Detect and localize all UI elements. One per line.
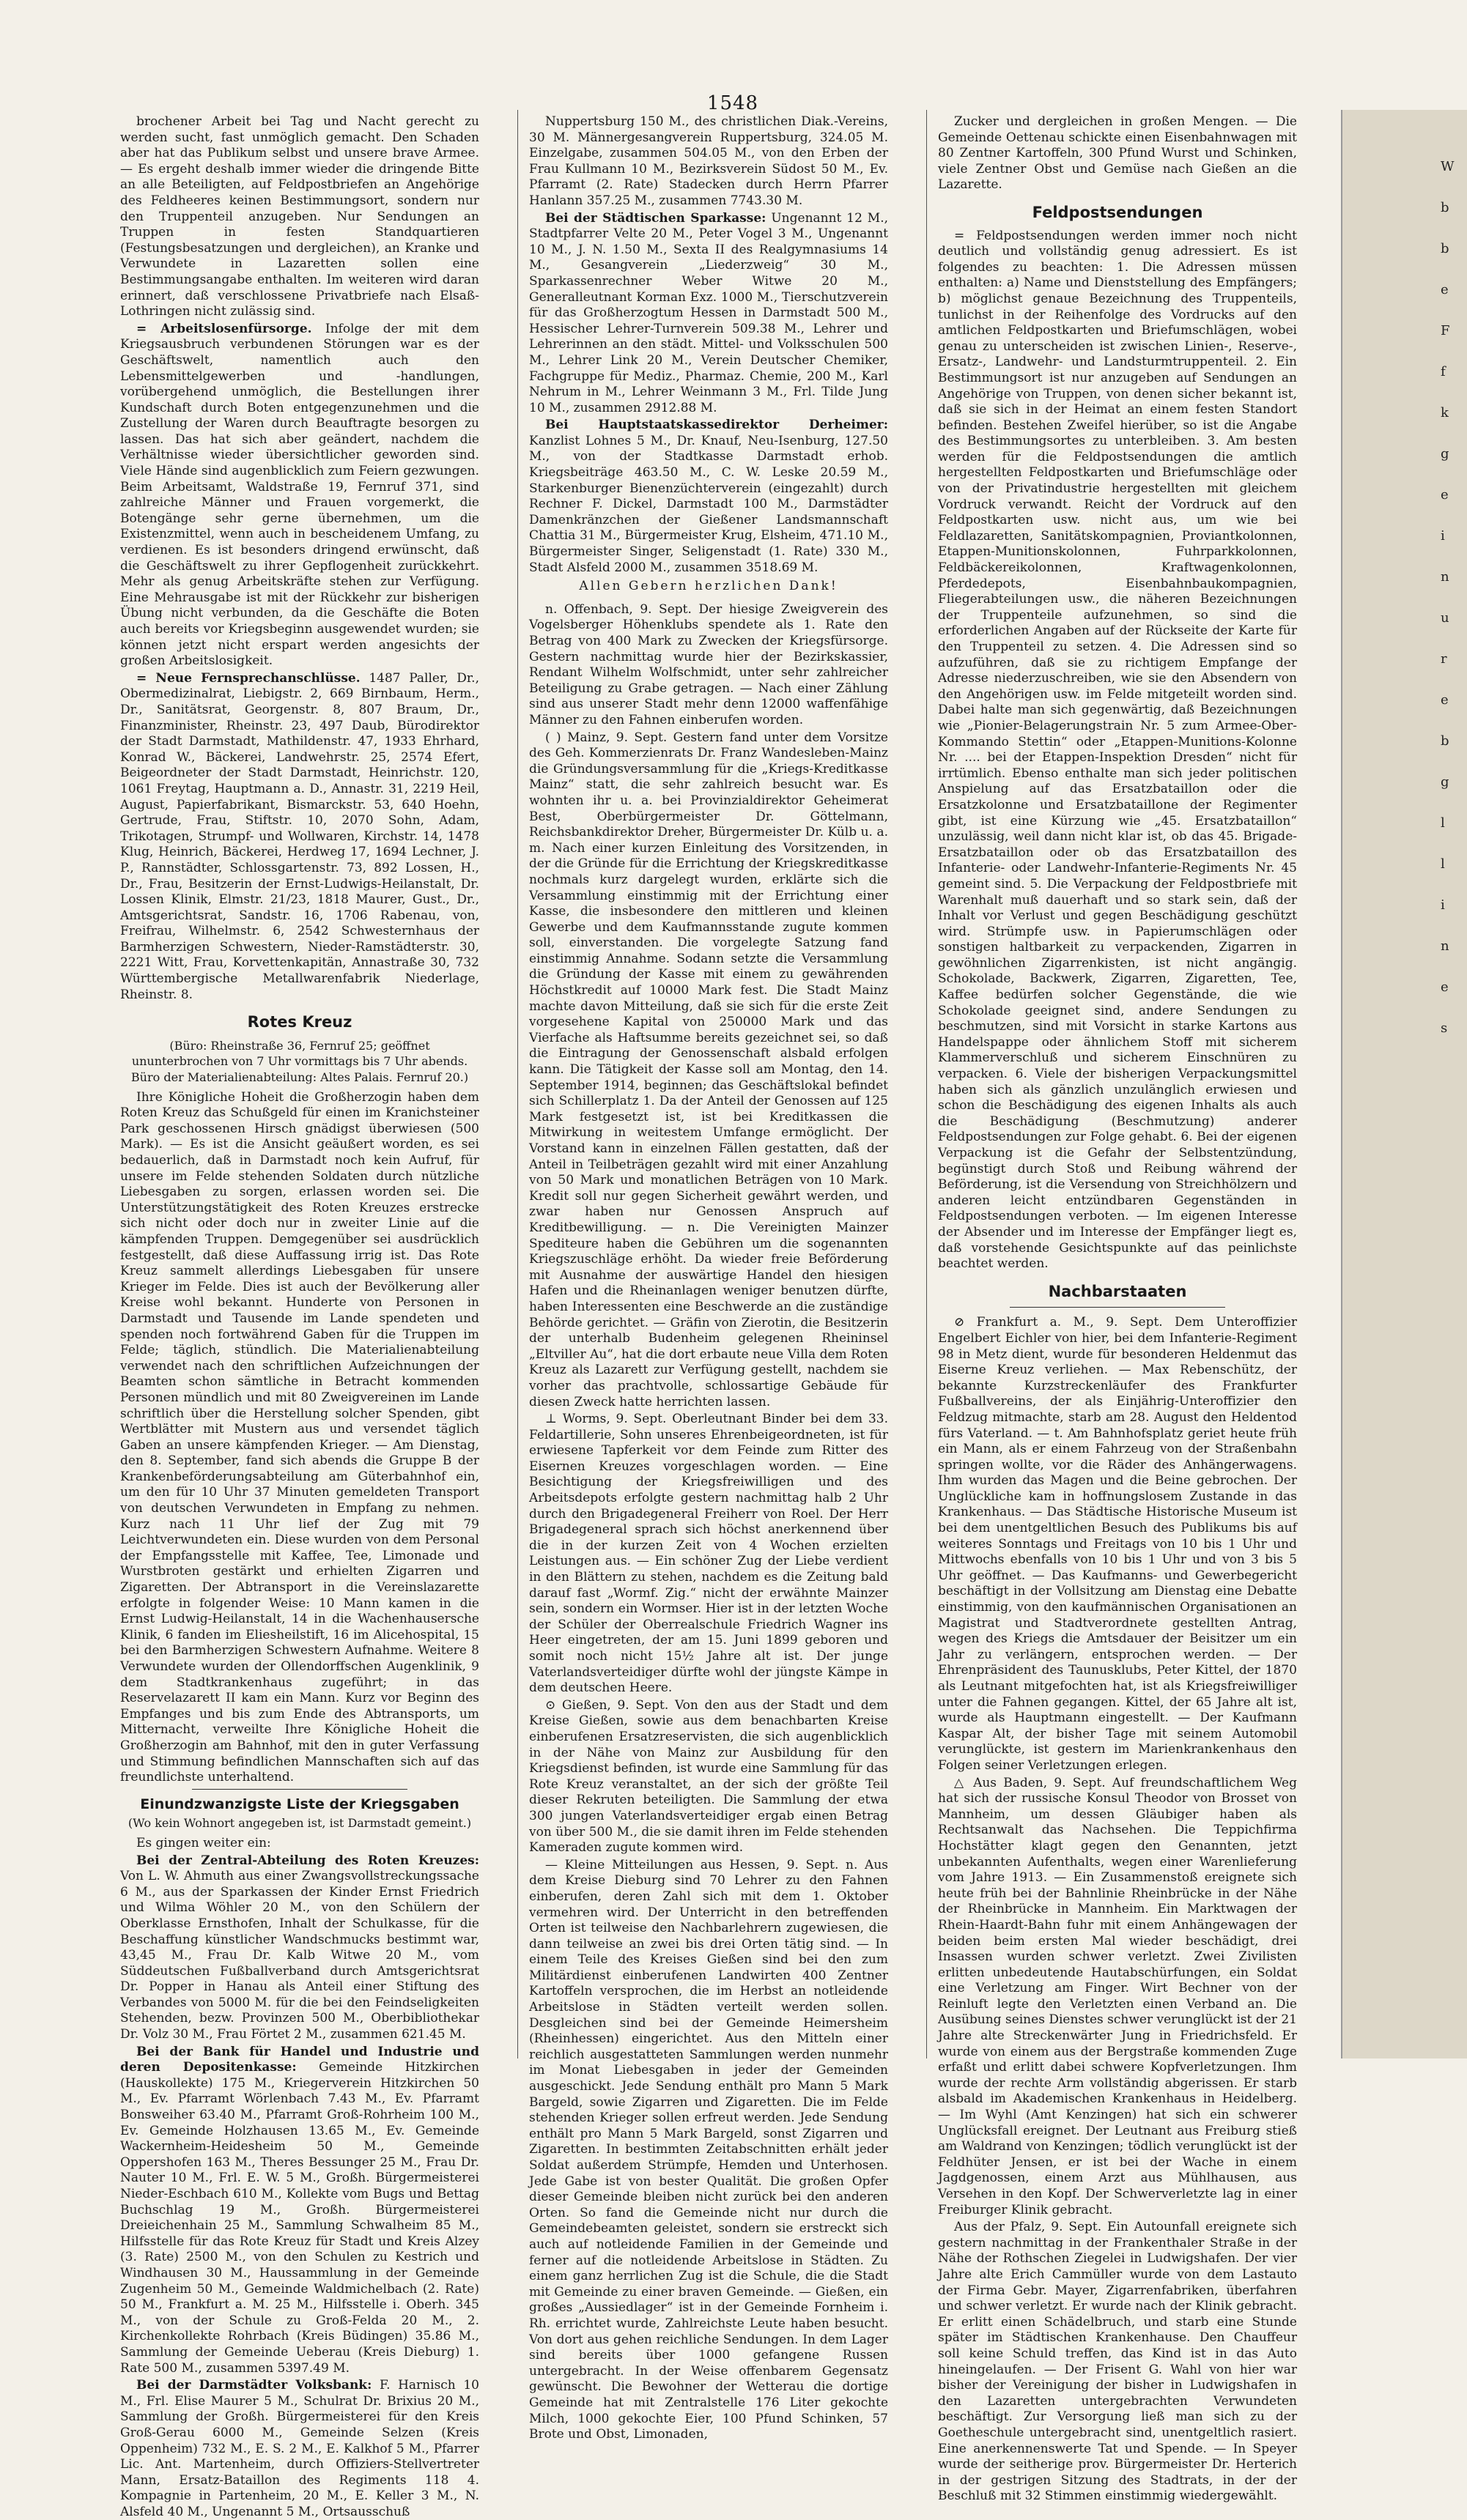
margin-char: g	[1441, 774, 1449, 790]
article-continuation: Zucker und dergleichen in großen Mengen. — Die Gemeinde Oettenau schickte einen Eisenbahnwagen mit 80 Zentner Kartoffeln, 300 Pfund Wurst und Schinken, viele Zentner Obst und Gemüse nach Gießen an die Lazarette.	[938, 114, 1297, 193]
margin-char: b	[1441, 733, 1449, 749]
thanks-line: Allen Gebern herzlichen Dank!	[579, 579, 838, 594]
kriegsgaben-intro: Es gingen weiter ein:	[136, 1835, 271, 1850]
donation-volksbank: Bei der Darmstädter Volksbank: F. Harnisch 10 M., Frl. Elise Maurer 5 M., Schulrat Dr. Brixius 20 M., Sammlung der Großh. Bürgermeisterei für den Kreis Groß-Gerau 6000 M., Gemeinde Selzen (Kreis Oppenheim) 732 M., E. S. 2 M., E. Kalkhof 5 M., Pfarrer Lic. Ant. Martenheim, durch Offiziers-Stellvertreter Mann, Ersatz-Bataillon des Regiments 118 4. Kompagnie in Partenheim, 20 M., E. Keller 3 M., N. Alsfeld 40 M., Ungenannt 5 M., Ortsausschuß	[120, 2378, 479, 2519]
article-paragraph: brochener Arbeit bei Tag und Nacht gerecht zu werden sucht, fast unmöglich gemacht. Den Schaden aber hat das Publikum selbst und unsere brave Armee. — Es ergeht deshalb immer wieder die dringende Bitte an alle Beteiligten, auf Feldpostbriefen an Angehörige des Feldheeres keinen Bestimmungsort, sondern nur den Truppenteil anzugeben. Nur Sendungen an Truppen in festen Standquartieren (Festungsbesatzungen und dergleichen), an Kranke und Verwundete in Lazaretten sollen eine Bestimmungsangabe enthalten. Im weiteren wird daran erinnert, daß verschlossene Privatbriefe nach Elsaß-Lothringen nicht zulässig sind.	[120, 114, 479, 319]
article-feldpost: = Feldpostsendungen werden immer noch nicht deutlich und vollständig genug adressiert. Es ist folgendes zu beachten: 1. Die Adressen müssen enthalten: a) Name und Dienststellung des Empfängers; b) möglichst genaue Bezeichnung des Truppenteils, tunlichst in der Reihenfolge des Vordrucks auf den amtlichen Feldpostkarten und Briefumschlägen, wobei genau zu unterscheiden ist zwischen Linien-, Reserve-, Ersatz-, Landwehr- und Landsturmtruppenteil. 2. Ein Bestimmungsort ist nur anzugeben auf Sendungen an Angehörige von Truppen, von denen sicher bekannt ist, daß sie sich in der Heimat an einem festen Standort befinden. Bestehen Zweifel hierüber, so ist die Angabe des Bestimmungsortes zu unterbleiben. 3. Am besten werden für die Feldpostsendungen die amtlich hergestellten Feldpostkarten und Briefumschläge oder von der Privatindustrie hergestellten mit gleichem Vordruck verwandt. Reicht der Vordruck auf den Feldpostkarten usw. nicht aus, um wie bei Feldlazaretten, Sanitätskompagnien, Proviantkolonnen, Etappen-Munitionskolonnen, Fuhrparkkolonnen, Feldbäckereikolonnen, Kraftwagenkolonnen, Pferdedepots, Eisenbahnbaukompagnien, Fliegerabteilungen usw., die näheren Bezeichnungen der Truppenteile aufzunehmen, so sind die erforderlichen Angaben auf der Rückseite der Karte für den Truppenteil zu setzen. 4. Die Adressen sind so aufzuführen, daß sie zu richtigem Empfange der Adresse niederzuschreiben, wie sie den Absendern von den Angehörigen usw. im Felde mitgeteilt worden sind. Dabei halte man sich gegenwärtig, daß Bezeichnungen wie „Pionier-Belagerungstrain Nr. 5 zum Armee-Ober-Kommando Stettin“ oder „Etappen-Munitions-Kolonne Nr. .... bei der Etappen-Inspektion Dresden“ nicht für irrtümlich. Ebenso enthalte man sich jeder politischen Anspielung auf das Ersatzbataillon oder die Ersatzkolonne und Ersatzbataillone der Regimenter gibt, ist eine Kürzung wie „45. Ersatzbataillon“ unzulässig, weil dann nicht klar ist, ob das 45. Brigade-Ersatzbataillon oder ob das Ersatzbataillon des Infanterie- oder Landwehr-Infanterie-Regiments Nr. 45 gemeint sind. 5. Die Verpackung der Feldpostbriefe mit Warenhalt muß dauerhaft und so stark sein, daß der Inhalt vor Verlust und gegen Beschädigung geschützt wird. Strümpfe usw. in Papierumschlägen oder sonstigen haltbarkeit zu verpackenden, Zigarren in gewöhnlichen Zigarrenkisten, ist nicht angängig. Schokolade, Backwerk, Zigarren, Zigaretten, Tee, Kaffee bedürfen solcher Gegenstände, die wie Schokolade geeignet sind, andere Sendungen zu beschmutzen, sind mit Vorsicht in starke Kartons aus Handelspappe oder ähnlichem Stoff mit sicherem Klammerverschluß und sicherem Einschnüren zu verpacken. 6. Viele der bisherigen Verpackungsmittel haben sich als gänzlich unzulänglich erwiesen und schon die Beschädigung des eigenen Inhalts als auch die Beschädigung (Beschmutzung) anderer Feldpostsendungen zur Folge gehabt. 6. Bei der eigenen Verpackung ist die Gefahr der Selbstentzündung, begünstigt durch Stoß und Reibung während der Beförderung, ist die Versendung von Streichhölzern und anderen leicht entzündbaren Gegenständen in Feldpostsendungen verboten. — Im eigenen Interesse der Absender und im Interesse der Empfänger liegt es, daß vorstehende Gesichtspunkte auf das peinlichste beachtet werden.	[938, 228, 1297, 1272]
article-fernsprechanschluesse: = Neue Fernsprechanschlüsse. 1487 Paller, Dr., Obermedizinalrat, Liebigstr. 2, 669 Birnbaum, Herm., Dr., Sanitätsrat, Georgenstr. 8, 807 Braum, Dr., Finanzminister, Rheinstr. 23, 497 Daub, Bürodirektor der Stadt Darmstadt, Mathildenstr. 47, 1933 Ehrhard, Konrad W., Bäckerei, Landwehrstr. 25, 2574 Efert, Beigeordneter der Stadt Darmstadt, Heinrichstr. 120, 1061 Freytag, Hauptmann a. D., Annastr. 31, 2219 Heil, August, Papierfabrikant, Bismarckstr. 53, 640 Hoehn, Gertrude, Frau, Stiftstr. 10, 2070 Sohn, Adam, Trikotagen, Strumpf- und Wollwaren, Kirchstr. 14, 1478 Klug, Heinrich, Bäckerei, Herdweg 17, 1694 Lechner, J. P., Rannstädter, Schlossgartenstr. 73, 892 Lossen, H., Dr., Frau, Besitzerin der Ernst-Ludwigs-Heilanstalt, Dr. Lossen Klinik, Elmstr. 21/23, 1818 Maurer, Gust., Dr., Amtsgerichtsrat, Sandstr. 16, 1706 Rabenau, von, Freifrau, Wilhelmstr. 6, 2542 Schwesternhaus der Barmherzigen Schwestern, Nieder-Ramstädterstr. 30, 2221 Witt, Frau, Korvettenkapitän, Annastraße 30, 732 Württembergische Metallwarenfabrik Niederlage, Rheinstr. 8.	[120, 670, 479, 1002]
section-heading-nachbarstaaten: Nachbarstaaten	[1048, 1282, 1187, 1300]
margin-char: n	[1441, 938, 1449, 954]
page-number: 1548	[706, 92, 759, 114]
margin-char: k	[1441, 405, 1449, 420]
kriegsgaben-note: (Wo kein Wohnort angegeben ist, ist Darmstadt gemeint.)	[128, 1816, 472, 1831]
margin-char: l	[1441, 856, 1445, 872]
margin-char: i	[1441, 528, 1445, 544]
rotes-kreuz-office-note: (Büro: Rheinstraße 36, Fernruf 25; geöffnet ununterbrochen von 7 Uhr vormittags bis 7 Uhr abends. Büro der Materialienabteilung: Altes Palais. Fernruf 20.)	[130, 1038, 469, 1085]
article-frankfurt: ⊘ Frankfurt a. M., 9. Sept. Dem Unteroffizier Engelbert Eichler von hier, bei dem Infanterie-Regiment 98 in Metz dient, wurde für besonderen Heldenmut das Eiserne Kreuz verliehen. — Max Rebenschütz, der bekannte Kurzstreckenläufer des Frankfurter Fußballvereins, der als Einjährig-Unteroffizier den Feldzug mitmachte, starb am 28. August den Heldentod fürs Vaterland. — t. Am Bahnhofsplatz geriet heute früh ein Mann, als er einem Fahrzeug von der Straßenbahn springen wollte, vor die Räder des Anhängerwagens. Ihm wurden das Magen und die Beine gebrochen. Der Unglückliche kam in hoffnungslosem Zustande in das Krankenhaus. — Das Städtische Historische Museum ist bei dem unentgeltlichen Besuch des Publikums bis auf weiteres Sonntags und Freitags von 10 bis 1 Uhr und Mittwochs ebenfalls von 10 bis 1 Uhr und von 3 bis 5 Uhr geöffnet. — Das Kaufmanns- und Gewerbegericht beschäftigt in der Vollsitzung am Dienstag eine Debatte einstimmig, von den kaufmännischen Organisationen an Magistrat und Stadtverordnete gestellten Antrag, wegen des Kriegs die Amtsdauer der Beisitzer um ein Jahr zu verlängern, entsprochen werden. — Der Ehrenpräsident des Taunusklubs, Peter Kittel, der 1870 als Leutnant mitgefochten hat, ist als Kriegsfreiwilliger unter die Fahnen gegangen. Kittel, der 65 Jahre alt ist, wurde als Hauptmann eingestellt. — Der Kaufmann Kaspar Alt, der bisher Tage mit seinem Automobil verunglückte, ist gestern im Marienkrankenhaus den Folgen seiner Verletzungen erlegen.	[938, 1315, 1297, 1773]
article-mainz: ( ) Mainz, 9. Sept. Gestern fand unter dem Vorsitze des Geh. Kommerzienrats Dr. Franz Wandesleben-Mainz die Gründungsversammlung für die „Kriegs-Kreditkasse Mainz“ statt, die sehr zahlreich besucht war. Es wohnten ihr u. a. bei Provinzialdirektor Geheimerat Best, Oberbürgermeister Dr. Göttelmann, Reichsbankdirektor Dreher, Bürgermeister Dr. Külb u. a. m. Nach einer kurzen Einleitung des Vorsitzenden, in der die Gründe für die Errichtung der Kriegskreditkasse nochmals kurz dargelegt wurden, erklärte sich die Versammlung einstimmig mit der Errichtung einer Kasse, die insbesondere den mittleren und kleinen Gewerbe und dem Kaufmannsstande zugute kommen soll, einverstanden. Die vorgelegte Satzung fand einstimmig Annahme. Sodann setzte die Versammlung die Gründung der Kasse mit einem zu gewährenden Höchstkredit auf 10000 Mark fest. Die Stadt Mainz machte davon Mitteilung, daß sie sich für die erste Zeit vorgesehene Kapital von 250000 Mark und das Vierfache als Haftsumme bereits gezeichnet sei, so daß die Eintragung der Genossenschaft alsbald erfolgen kann. Die Tätigkeit der Kasse soll am Montag, den 14. September 1914, beginnen; das Geschäftslokal befindet sich Schillerplatz 1. Da der Anteil der Genossen auf 125 Mark festgesetzt ist, ist bei Kreditkassen die Mitwirkung in weitestem Umfange ermöglicht. Der Vorstand kann in einzelnen Fällen gestatten, daß der Anteil in Teilbeträgen gezahlt wird mit einer Anzahlung von 50 Mark und monatlichen Beträgen von 10 Mark. Kredit soll nur gegen Sicherheit gewährt werden, und zwar haben nur Genossen Anspruch auf Kreditbewilligung. — n. Die Vereinigten Mainzer Spediteure haben die Gebühren um die sogenannten Kriegszuschläge erhöht. Da wieder freie Beförderung mit Ausnahme der auswärtige Handel den hiesigen Hafen und die Rheinanlagen weniger benutzen dürfte, haben Interessenten eine Beschwerde an die zuständige Behörde gerichtet. — Gräfin von Zierotin, die Besitzerin der unterhalb Budenheim gelegenen Rheininsel „Eltviller Au“, hat die dort erbaute neue Villa dem Roten Kreuz als Lazarett zur Verfügung gestellt, nachdem sie vorher das prachtvolle, schlossartige Gebäude für diesen Zweck hatte herrichten lassen.	[529, 730, 888, 1409]
margin-char: e	[1441, 692, 1449, 708]
article-pfalz: Aus der Pfalz, 9. Sept. Ein Autounfall ereignete sich gestern nachmittag in der Frankenthaler Straße in der Nähe der Rothschen Ziegelei in Ludwigshafen. Der vier Jahre alte Erich Cammüller wurde von dem Lastauto der Firma Gebr. Mayer, Zigarrenfabriken, überfahren und schwer verletzt. Er wurde nach der Klinik gebracht. Er erlitt einen Schädelbruch, und starb eine Stunde später im Städtischen Krankenhause. Den Chauffeur soll keine Schuld treffen, das Kind ist in das Auto hineingelaufen. — Der Frisent G. Wahl von hier war bisher der Vereinigung der bisher in Ludwigshafen in den Lazaretten untergebrachten Verwundeten beschäftigt. Zur Versorgung ließ man sich zu der Goetheschule untergebracht sind, unentgeltlich rasiert. Eine anerkennenswerte Tat und Spende. — In Speyer wurde der seitherige prov. Bürgermeister Dr. Herterich in der gestrigen Sitzung des Stadtrats, in der der Beschluß mit 32 Stimmen einstimmig wiedergewählt.	[938, 2220, 1297, 2504]
column-1	[120, 114, 480, 2519]
margin-char: u	[1441, 610, 1449, 626]
margin-char: i	[1441, 897, 1445, 913]
column-rule-right	[926, 110, 927, 2058]
separator-rule	[1010, 1307, 1225, 1308]
margin-char: f	[1441, 364, 1446, 379]
column-rule-left	[517, 110, 518, 2058]
donation-continuation: Nuppertsburg 150 M., des christlichen Diak.-Vereins, 30 M. Männergesangverein Ruppertsburg, 324.05 M. Einzelgabe, zusammen 504.05 M., von den Erben der Frau Kullmann 10 M., Bezirksverein Südost 50 M., Ev. Pfarramt (2. Rate) Stadecken durch Herrn Pfarrer Hanlann 357.25 M., zusammen 7743.30 M.	[529, 114, 888, 208]
donation-hauptstaatskasse: Bei Hauptstaatskassedirektor Derheimer: Kanzlist Lohnes 5 M., Dr. Knauf, Neu-Isenburg, 127.50 M., von der Stadtkasse Darmstadt erhob. Kriegsbeiträge 463.50 M., C. W. Leske 20.59 M., Starkenburger Bienenzüchterverein (eingezahlt) durch Rechner F. Dickel, Darmstadt 100 M., Darmstädter Damenkränzchen der Gießener Landsmannschaft Chattia 31 M., Bürgermeister Krug, Elsheim, 471.10 M., Bürgermeister Singer, Seligenstadt (1. Rate) 330 M., Stadt Alsfeld 2000 M., zusammen 3518.69 M.	[529, 418, 888, 575]
article-kleine-mitteilungen: — Kleine Mitteilungen aus Hessen, 9. Sept. n. Aus dem Kreise Dieburg sind 70 Lehrer zu den Fahnen einberufen, deren Zahl sich mit dem 1. Oktober vermehren wird. Der Unterricht in den betreffenden Orten ist teilweise den Nachbarlehrern zugewiesen, die dann teilweise an zwei bis drei Orten tätig sind. — In einem Teile des Kreises Gießen sind bei den zum Militärdienst einberufenen Landwirten 400 Zentner Kartoffeln versprochen, die im Herbst an notleidende Arbeitslose in Städten verteilt werden sollen. Desgleichen sind bei der Gemeinde Heimersheim (Rheinhessen) eingerichtet. Aus den Mitteln einer reichlich ausgestatteten Sammlungen werden nunmehr im Monat Liebesgaben in jeder der Gemeinden ausgeschickt. Jede Sendung enthält pro Mann 5 Mark Bargeld, sowie Zigarren und Zigaretten. Die im Felde stehenden Krieger sollen erfreut werden. Jede Sendung enthält pro Mann 5 Mark Bargeld, sonst Zigarren und Zigaretten. In bestimmten Zeitabschnitten erhält jeder Soldat außerdem Strümpfe, Hemden und Unterhosen. Jede Gabe ist von bester Qualität. Die großen Opfer dieser Gemeinde bleiben nicht zurück bei den anderen Orten. So fand die Gemeinde nicht nur durch die Gemeindebeamten geleistet, sondern sie erstreckt sich auch auf notleidende Familien in der Gemeinde und ferner auf die notleidende Arbeitslose in Städten. Zu einem ganz herrlichen Zug ist die Schule, die die Stadt mit Gemeinde zu einer braven Gemeinde. — Gießen, ein großes „Aussiedlager“ ist in der Gemeinde Fornheim i. Rh. errichtet wurde, Zahlreichste Leute haben besucht. Von dort aus gehen reichliche Sendungen. In dem Lager sind bereits über 1000 gefangene Russen untergebracht. In der Weise offenbarem Gegensatz gewünscht. Die Bewohner der Wetterau die dortige Gemeinde hat mit Zentralstelle 176 Liter gekochte Milch, 1000 gekochte Eier, 100 Pfund Schinken, 57 Brote und Obst, Limonaden,	[529, 1857, 888, 2442]
margin-char: b	[1441, 200, 1449, 215]
adjacent-page-fragments	[1441, 147, 1463, 1049]
article-offenbach: n. Offenbach, 9. Sept. Der hiesige Zweigverein des Vogelsberger Höhenklubs spendete als 1. Rate den Betrag von 400 Mark zu Zwecken der Kriegsfürsorge. Gestern nachmittag wurde hier der Bezirkskassier, Rendant Wilhelm Wolfschmidt, unter sehr zahlreicher Beteiligung zu Grabe getragen. — Nach einer Zählung sind aus unserer Stadt mehr denn 12000 waffenfähige Männer zu den Fahnen einberufen worden.	[529, 601, 888, 727]
margin-char: W	[1441, 159, 1455, 174]
section-heading-kriegsgaben: Einundzwanzigste Liste der Kriegsgaben	[140, 1796, 459, 1812]
article-baden: △ Aus Baden, 9. Sept. Auf freundschaftlichem Weg hat sich der russische Konsul Theodor von Brosset von Mannheim, um dessen Gläubiger haben als Rechtsanwalt das Nachsehen. Die Teppichfirma Hochstätter klagt gegen den Genannten, jetzt unbekannten Aufenthalts, wegen einer Warenlieferung vom Jahre 1913. — Ein Zusammenstoß ereignete sich heute früh bei der Bahnlinie Rheinbrücke in der Nähe der Rheinbrücke in Mannheim. Ein Marktwagen der Rhein-Haardt-Bahn fuhr mit einem Anhängewagen der beiden beim ersten Mal wieder beschädigt, drei Insassen wurden schwer verletzt. Zwei Zivilisten erlitten unbedeutende Hautabschürfungen, ein Soldat eine Verletzung am Finger. Wirt Bechner von der Reinluft legte den Verletzten einen Verband an. Die Ausübung seines Dienstes schwer verunglückt ist der 21 Jahre alte Streckenwärter Jung in Friedrichsfeld. Er wurde von einem aus der Bergstraße kommenden Zuge erfaßt und erlitt dabei schwere Kopfverletzungen. Ihm wurde der rechte Arm vollständig abgerissen. Er starb alsbald im Akademischen Krankenhaus in Heidelberg. — Im Wyhl (Amt Kenzingen) hat sich ein schwerer Unglücksfall ereignet. Der Leutnant aus Freiburg stieß am Waldrand von Kenzingen; tödlich verunglückt ist der Feldhüter Jensen, er ist bei der Wache in einem Jagdgenossen, einem Arzt aus Mühlhausen, aus Versehen in den Kopf. Der Schwerverletzte lag in einer Freiburger Klinik gebracht.	[938, 1775, 1297, 2217]
separator-rule	[192, 1789, 407, 1790]
donation-bank: Bei der Bank für Handel und Industrie und deren Depositenkasse: Gemeinde Hitzkirchen (Hauskollekte) 175 M., Kriegerverein Hitzkirchen 50 M., Ev. Pfarramt Wörlenbach 7.43 M., Ev. Pfarramt Bonsweiher 63.40 M., Pfarramt Groß-Rohrheim 100 M., Ev. Gemeinde Holzhausen 13.65 M., Ev. Gemeinde Wackernheim-Heidesheim 50 M., Gemeinde Oppershofen 163 M., Theres Bessunger 25 M., Frau Dr. Nauter 10 M., Frl. E. W. 5 M., Großh. Bürgermeisterei Nieder-Eschbach 610 M., Kollekte vom Bugs und Bettag Buchschlag 19 M., Großh. Bürgermeisterei Dreieichenhain 25 M., Sammlung Schwalheim 85 M., Hilfsstelle für das Rote Kreuz für Stadt und Kreis Alzey (3. Rate) 2500 M., von den Schulen zu Kestrich und Windhausen 30 M., Haussammlung in der Gemeinde Zugenheim 50 M., Gemeinde Waldmichelbach (2. Rate) 50 M., Frankfurt a. M. 25 M., Hilfsstelle i. Oberh. 345 M., von der Schule zu Groß-Felda 20 M., 2. Kirchenkollekte Rohrbach (Kreis Büdingen) 35.86 M., Sammlung der Gemeinde Ueberau (Kreis Dieburg) 1. Rate 500 M., zusammen 5397.49 M.	[120, 2044, 480, 2376]
article-giessen: ⊙ Gießen, 9. Sept. Von den aus der Stadt und dem Kreise Gießen, sowie aus dem benachbarten Kreise einberufenen Ersatzreservisten, die sich augenblicklich in der Nähe von Mainz zur Ausbildung für den Kriegsdienst befinden, ist wurde eine Sammlung für das Rote Kreuz veranstaltet, an der sich der größte Teil dieser Rekruten beteiligten. Die Sammlung der etwa 300 jungen Vaterlandsverteidiger ergab einen Betrag von über 500 M., die sie damit ihren im Felde stehenden Kameraden zugute kommen wird.	[529, 1697, 888, 1856]
column-3	[938, 114, 1297, 2504]
donation-sparkasse: Bei der Städtischen Sparkasse: Ungenannt 12 M., Stadtpfarrer Velte 20 M., Peter Vogel 3 M., Ungenannt 10 M., J. N. 1.50 M., Sexta II des Realgymnasiums 14 M., Gesangverein „Liederzweig“ 30 M., Sparkassenrechner Weber Witwe 20 M., Generalleutnant Korman Exz. 1000 M., Tierschutzverein für das Großherzogtum Hessen in Darmstadt 500 M., Hessischer Lehrer-Turnverein 509.38 M., Lehrer und Lehrerinnen an den städt. Mittel- und Volksschulen 500 M., Lehrer Link 20 M., Verein Deutscher Chemiker, Fachgruppe für Mediz., Pharmaz. Chemie, 200 M., Karl Nehrum in M., Lehrer Weinmann 3 M., Frl. Tilde Jung 10 M., zusammen 2912.88 M.	[529, 210, 889, 415]
article-arbeitslosenfuersorge: = Arbeitslosenfürsorge. Infolge der mit dem Kriegsausbruch verbundenen Störungen war es der Geschäftswelt, namentlich auch den Lebensmittelgewerben und -handlungen, vorübergehend unmöglich, die Bestellungen ihrer Kundschaft durch Boten entgegenzunehmen und die Zustellung der Waren durch Beauftragte besorgen zu lassen. Das hat sich aber geändert, nachdem die Verhältnisse wieder übersichtlicher geworden sind. Viele Hände sind augenblicklich zum Feiern gezwungen. Beim Arbeitsamt, Waldstraße 19, Fernruf 371, sind zahlreiche Männer und Frauen vorgemerkt, die Botengänge sehr gerne übernehmen, um die Existenzmittel, wenn auch in bescheidenem Umfang, zu verdienen. Es ist besonders dringend erwünscht, daß die Geschäftswelt zu ihrer Gepflogenheit zurückkehrt. Mehr als genug Arbeitskräfte stehen zur Verfügung. Eine Mehrausgabe ist mit der Rückkehr zur bisherigen Übung nicht verbunden, da die Geschäfte die Boten auch bereits vor Kriegsbeginn ausgewendet wurden; sie können jetzt nicht erspart werden angesichts der großen Arbeitslosigkeit.	[120, 321, 479, 669]
article-rotes-kreuz: Ihre Königliche Hoheit die Großherzogin haben dem Roten Kreuz das Schußgeld für einen im Kranichsteiner Park geschossenen Hirsch gnädigst überwiesen (500 Mark). — Es ist die Ansicht geäußert worden, es sei bedauerlich, daß in Darmstadt noch kein Aufruf, für unsere im Felde stehenden Soldaten durch nützliche Liebesgaben zu sorgen, erlassen worden sei. Die Unterstützungstätigkeit des Roten Kreuzes erstrecke sich nicht oder doch nur in zweiter Linie auf die kämpfenden Truppen. Demgegenüber sei ausdrücklich festgestellt, daß diese Auffassung irrig ist. Das Rote Kreuz sammelt allerdings Liebesgaben für unsere Krieger im Felde. Dies ist auch der Bevölkerung aller Kreise wohl bekannt. Hunderte von Personen in Darmstadt und Tausende im Lande spendeten und spenden noch fortwährend Gaben für die Truppen im Felde; täglich, stündlich. Die Materialienabteilung verwendet nach den schriftlichen Aufzeichnungen der Beamten schon sämtliche in Betracht kommenden Personen mündlich und mit 80 Zweigvereinen im Lande schriftlich über die Herstellung solcher Spenden, gibt Wertblätter mit Mustern aus und versendet täglich Gaben an unsere kämpfenden Krieger. — Am Dienstag, den 8. September, fand sich abends die Gruppe B der Krankenbeförderungsabteilung am Güterbahnhof ein, um den für 10 Uhr 37 Minuten gemeldeten Transport von deutschen Verwundeten in Empfang zu nehmen. Kurz nach 11 Uhr lief der Zug mit 79 Leichtverwundeten ein. Diese wurden von dem Personal der Empfangsstelle mit Kaffee, Tee, Limonade und Wurstbroten gestärkt und erhielten Zigarren und Zigaretten. Der Abtransport in die Vereinslazarette erfolgte in folgender Weise: 10 Mann kamen in die Ernst Ludwig-Heilanstalt, 14 in die Wachenhausersche Klinik, 6 fanden im Eliesheilstift, 16 im Alicehospital, 15 bei den Barmherzigen Schwestern Aufnahme. Weitere 8 Verwundete wurden der Ollendorffschen Augenklinik, 9 dem Stadtkrankenhaus zugeführt; in das Reservelazarett II kam ein Mann. Kurz vor Beginn des Empfanges und bis zum Ende des Abtransports, um Mitternacht, verweilte Ihre Königliche Hoheit die Großherzogin am Bahnhof, mit den in guter Verfassung und Stimmung befindlichen Mannschaften sich auf das freundlichste unterhaltend.	[120, 1089, 479, 1785]
donation-zentral: Bei der Zentral-Abteilung des Roten Kreuzes: Von L. W. Ahmuth aus einer Zwangsvollstreckungssache 6 M., aus der Sparkassen der Kinder Ernst Friedrich und Wilma Wöhler 20 M., von den Schülern der Oberklasse Ernsthofen, Inhalt der Schulkasse, für die Beschaffung künstlicher Wandschmucks bestimmt war, 43,45 M., Frau Dr. Kalb Witwe 20 M., vom Süddeutschen Fußballverband durch Amtsgerichtsrat Dr. Popper in Hanau als Anteil einer Stiftung des Verbandes von 5000 M. für die bei den Feindseligkeiten Stehenden, bezw. Provinzen 500 M., Oberbibliothekar Dr. Volz 30 M., Frau Förtet 2 M., zusammen 621.45 M.	[120, 1853, 479, 2042]
margin-char: e	[1441, 487, 1449, 503]
margin-char: e	[1441, 282, 1449, 297]
margin-char: b	[1441, 241, 1449, 256]
section-heading-feldpost: Feldpostsendungen	[1032, 203, 1203, 221]
margin-char: l	[1441, 815, 1445, 831]
margin-char: F	[1441, 323, 1450, 338]
margin-char: g	[1441, 446, 1449, 462]
section-heading-rotes-kreuz: Rotes Kreuz	[247, 1013, 352, 1031]
article-worms: ⊥ Worms, 9. Sept. Oberleutnant Binder bei dem 33. Feldartillerie, Sohn unseres Ehrenbeigeordneten, ist für erwiesene Tapferkeit vor dem Feinde zum Ritter des Eisernen Kreuzes vorgeschlagen worden. — Eine Besichtigung der Kriegsfreiwilligen und des Arbeitsdepots erfolgte gestern nachmittag halb 2 Uhr durch den Brigadegeneral Freiherr von Roel. Der Herr Brigadegeneral sprach sich höchst anerkennend über die in der kurzen Zeit von 4 Wochen erzielten Leistungen aus. — Ein schöner Zug der Liebe verdient in den Blättern zu stehen, nachdem es die Zeitung bald darauf fast „Wormf. Zig.“ nicht der erwähnte Mainzer sein, sondern ein Wormser. Hier ist in der letzten Woche der Schüler der Oberrealschule Friedrich Wagner ins Heer eingetreten, der am 15. Juni 1899 geboren und somit noch nicht 15½ Jahre alt ist. Der junge Vaterlandsverteidiger dürfte wohl der jüngste Kämpe in dem deutschen Heere.	[529, 1412, 888, 1696]
column-2	[529, 114, 889, 2442]
margin-char: s	[1441, 1020, 1448, 1036]
margin-char: n	[1441, 569, 1449, 585]
margin-char: r	[1441, 651, 1447, 667]
margin-char: e	[1441, 979, 1449, 995]
